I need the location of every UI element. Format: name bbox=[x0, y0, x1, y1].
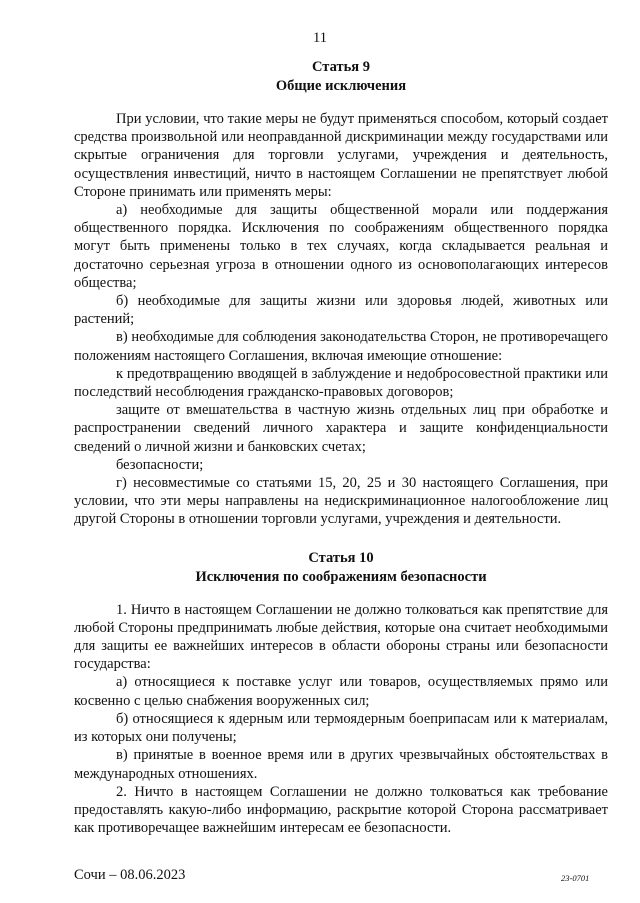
paragraph: к предотвращению вводящей в заблуждение и недобросовестной практики или последствий несоблюдения гражданско-правовых договоров; bbox=[74, 365, 608, 401]
paragraph: а) относящиеся к поставке услуг или товаров, осуществляемых прямо или косвенно с целью снабжения вооруженных сил; bbox=[74, 674, 608, 709]
footer-date: Сочи – 08.06.2023 bbox=[74, 867, 186, 883]
paragraph: б) необходимые для защиты жизни или здоровья людей, животных или растений; bbox=[74, 293, 608, 328]
footer-document-code: 23-0701 bbox=[561, 873, 590, 883]
paragraph: а) необходимые для защиты общественной морали или поддержания общественного порядка. Исключения по соображениям общественного порядка могут быть применены только в тех случаях, когда складывается реальная и достаточно серьезная угроза в отношении одного из основополагающих интересов общества; bbox=[74, 202, 608, 291]
paragraph: в) принятые в военное время или в других чрезвычайных обстоятельствах в международных отношениях. bbox=[74, 747, 608, 782]
article-10-text bbox=[74, 601, 608, 838]
article-10-subtitle: Исключения по соображениям безопасности bbox=[195, 568, 487, 585]
paragraph: безопасности; bbox=[116, 456, 204, 473]
article-9-subtitle: Общие исключения bbox=[275, 78, 407, 94]
paragraph: 1. Ничто в настоящем Соглашении не должно толковаться как препятствие для любой Стороны предпринимать любые действия, которые она считает необходимыми для защиты ее важнейших интересов в области обороны страны или безопасности государства: bbox=[74, 601, 608, 673]
paragraph: При условии, что такие меры не будут применяться способом, который создает средства произвольной или неоправданной дискриминации между государствами или скрытые ограничения для торговли услугами, учреждения и деятельность, осуществления инвестиций, ничто в настоящем Соглашении не препятствует любой Стороне принимать или применять меры: bbox=[74, 111, 608, 200]
paragraph: 2. Ничто в настоящем Соглашении не должно толковаться как требование предоставлять какую-либо информацию, раскрытие которой Сторона рассматривает как противоречащее важнейшим интересам ее безопасности. bbox=[74, 783, 608, 837]
page-number: 11 bbox=[313, 30, 327, 46]
article-10-heading bbox=[74, 549, 608, 587]
article-9-heading bbox=[74, 58, 608, 96]
paragraph: г) несовместимые со статьями 15, 20, 25 и 30 настоящего Соглашения, при условии, что эти меры направлены на недискриминационное налогообложение лиц другой Стороны в отношении торговли услугами, учреждения и деятельности. bbox=[74, 475, 608, 528]
article-9-title: Статья 9 bbox=[312, 59, 370, 75]
paragraph: б) относящиеся к ядерным или термоядерным боеприпасам или к материалам, из которых они получены; bbox=[74, 710, 608, 746]
article-10-title: Статья 10 bbox=[308, 549, 374, 566]
document-body bbox=[74, 58, 608, 837]
paragraph: в) необходимые для соблюдения законодательства Сторон, не противоречащего положениям настоящего Соглашения, включая имеющие отношение: bbox=[74, 329, 608, 364]
paragraph: защите от вмешательства в частную жизнь отдельных лиц при обработке и распространении сведений личного характера и защите конфиденциальности сведений о личной жизни и банковских счетах; bbox=[74, 402, 608, 455]
article-9-text bbox=[74, 110, 608, 529]
